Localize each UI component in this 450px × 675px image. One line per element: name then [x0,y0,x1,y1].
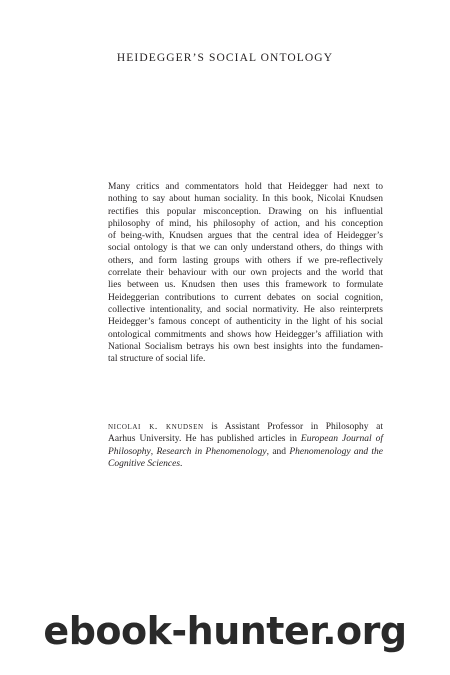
author-bio [108,421,383,470]
bio-line [108,446,383,458]
bio-separator: , [150,446,157,457]
journal-title: European Journal of [300,434,383,445]
description-line: tal structure of social life. [108,354,206,365]
bio-line [108,421,383,433]
description-line: others, and form lasting groups with others if we pre-reflectively [108,255,383,266]
bio-end: . [180,458,183,469]
description-line: Heideggerian contributions to current debates on social cognition, [108,292,383,303]
description-line: nothing to say about human sociality. In this book, Nicolai Knudsen [108,194,383,205]
book-description [108,181,383,365]
bio-line [108,433,383,445]
journal-title: Research in Phenomenology [156,446,267,457]
description-line: lies between us. Knudsen then uses this framework to formulate [108,280,383,291]
page-title: HEIDEGGER’S SOCIAL ONTOLOGY [116,52,334,64]
description-line: philosophy of mind, his philosophy of action, and his conception [108,218,383,229]
journal-title: Philosophy [108,446,151,457]
description-line: social ontology is that we can only understand others, do things with [108,243,383,254]
journal-title: Cognitive Sciences [108,458,181,469]
description-line: of being-with, Knudsen argues that the central idea of Heidegger’s [108,231,383,242]
description-line: collective intentionality, and social normativity. He also reinterprets [108,304,383,315]
description-line: Many critics and commentators hold that Heidegger had next to [108,182,383,192]
bio-text: is Assistant Professor in Philosophy at [203,422,383,432]
description-line: ontological commitments and shows how Heidegger’s affiliation with [108,329,383,340]
author-name: nicolai k. knudsen [108,422,204,432]
bio-separator: , and [266,446,290,457]
description-line: correlate their behaviour with our own projects and the world that [108,268,383,279]
description-line: Heidegger’s famous concept of authenticity in the light of his social [108,317,383,328]
description-line: National Socialism betrays his own best insights into the fundamen- [108,341,383,352]
watermark: ebook-hunter.org [43,609,407,653]
bio-line [108,458,383,470]
journal-title: Phenomenology and the [289,446,384,457]
description-line: rectifies this popular misconception. Drawing on his influential [108,206,383,217]
bio-text: Aarhus University. He has published articles in [108,434,301,445]
